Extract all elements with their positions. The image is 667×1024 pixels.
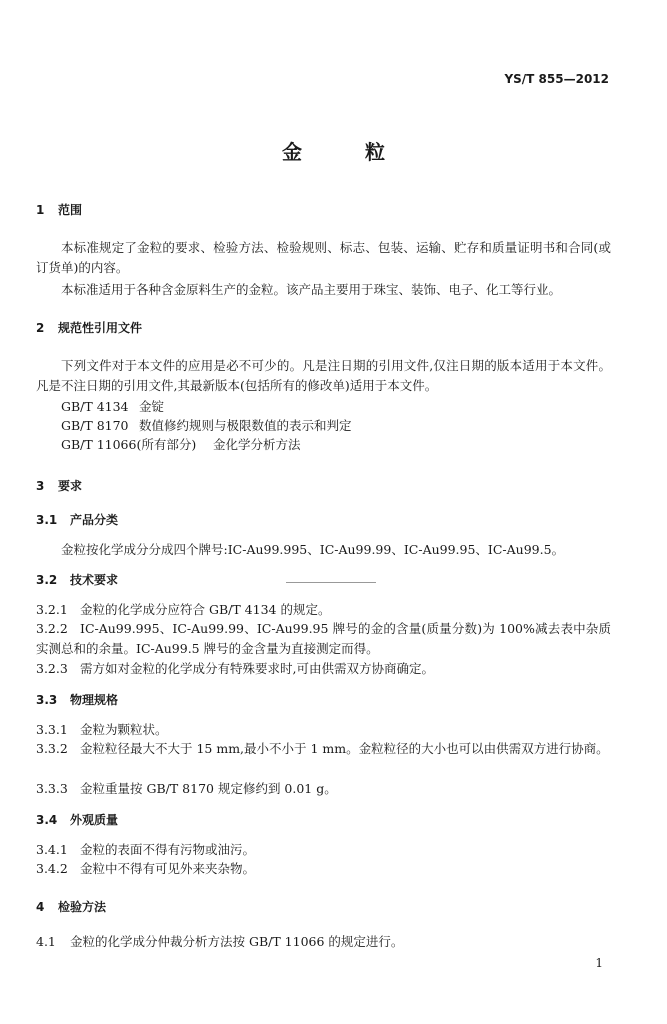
clause-3-3-1: 3.3.1 金粒为颗粒状。 [36,722,168,737]
clause-3-4-2: 3.4.2 金粒中不得有可见外来夹杂物。 [36,861,256,876]
clause-3-4-1: 3.4.1 金粒的表面不得有污物或油污。 [36,842,256,857]
section-1-paragraph-1: 本标准规定了金粒的要求、检验方法、检验规则、标志、包装、运输、贮存和质量证明书和合同(或订货单)的内容。 [36,240,611,275]
clause-3-2-2: 3.2.2 IC-Au99.995、IC-Au99.99、IC-Au99.95 牌号的金的含量(质量分数)为 100%减去表中杂质实测总和的余量。IC-Au99.5 牌号的金含量为直接测定而得。 [36,621,611,656]
clause-3-2-3: 3.2.3 需方如对金粒的化学成分有特殊要求时,可由供需双方协商确定。 [36,661,434,676]
reference-item: GB/T 11066(所有部分) 金化学分析方法 [61,437,301,452]
clause-3-3-3: 3.3.3 金粒重量按 GB/T 8170 规定修约到 0.01 g。 [36,781,337,796]
section-3-2-heading: 3.2 技术要求 [36,573,119,587]
section-4-heading: 4 检验方法 [36,900,107,914]
clause-3-2-1: 3.2.1 金粒的化学成分应符合 GB/T 4134 的规定。 [36,602,331,617]
section-1-heading: 1 范围 [36,203,83,217]
section-3-4-heading: 3.4 外观质量 [36,813,119,827]
section-3-heading: 3 要求 [36,479,83,493]
page-number: 1 [595,956,603,970]
section-1-paragraph-2: 本标准适用于各种含金原料生产的金粒。该产品主要用于珠宝、装饰、电子、化工等行业。 [61,282,562,297]
clause-4-1: 4.1 金粒的化学成分仲裁分析方法按 GB/T 11066 的规定进行。 [36,934,404,949]
section-2-paragraph-1: 下列文件对于本文件的应用是必不可少的。凡是注日期的引用文件,仅注日期的版本适用于本文件。凡是不注日期的引用文件,其最新版本(包括所有的修改单)适用于本文件。 [36,358,611,393]
clause-3-3-2: 3.3.2 金粒粒径最大不大于 15 mm,最小不小于 1 mm。金粒粒径的大小也可以由供需双方进行协商。 [36,741,609,756]
reference-item: GB/T 4134 金锭 [61,399,165,414]
document-title: 金 粒 [282,140,413,164]
reference-item: GB/T 8170 数值修约规则与极限数值的表示和判定 [61,418,352,433]
standard-code: YS/T 855—2012 [504,72,609,86]
scan-artifact-line [286,582,376,583]
section-3-3-heading: 3.3 物理规格 [36,693,119,707]
section-3-1-heading: 3.1 产品分类 [36,513,119,527]
section-2-heading: 2 规范性引用文件 [36,321,143,335]
section-3-1-paragraph: 金粒按化学成分分成四个牌号:IC-Au99.995、IC-Au99.99、IC-Au99.95、IC-Au99.5。 [61,542,565,557]
